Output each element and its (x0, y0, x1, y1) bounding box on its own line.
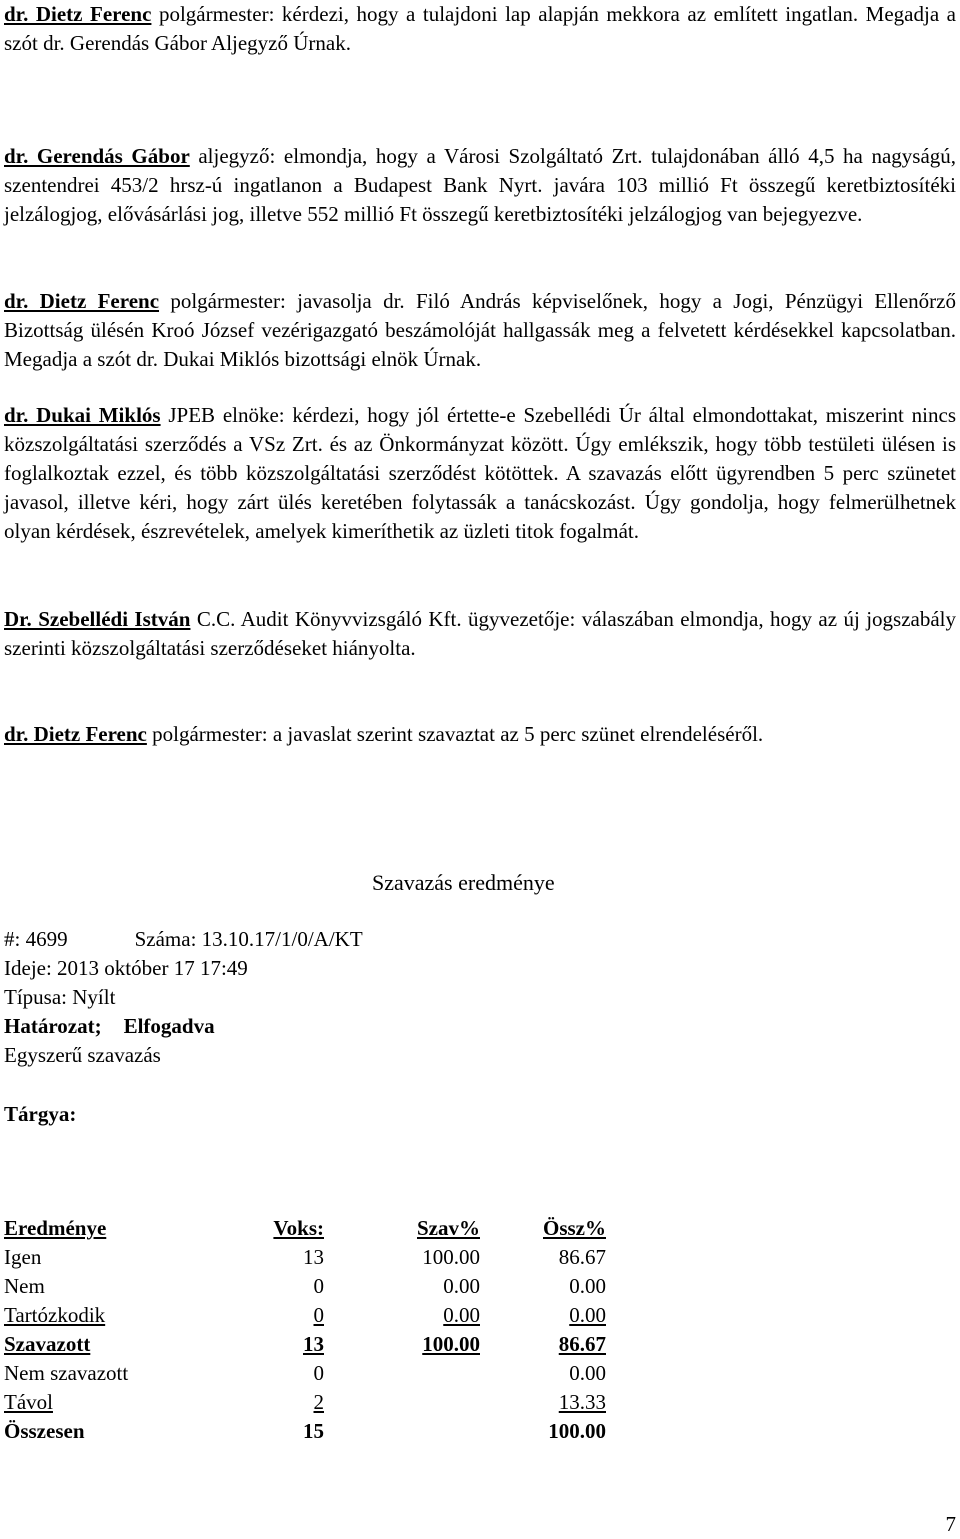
vote-results-table (4, 1214, 606, 1446)
header-votes: Voks: (273, 1216, 324, 1240)
vote-subject-label: Tárgya: (4, 1102, 77, 1126)
row-label: Igen (4, 1245, 42, 1269)
row-votes: 0 (313, 1303, 324, 1327)
row-vote-percent (324, 1388, 480, 1417)
vote-date: Ideje: 2013 október 17 17:49 (4, 956, 248, 980)
row-total-percent: 100.00 (548, 1419, 606, 1443)
paragraph-text: JPEB elnöke: kérdezi, hogy jól értette-e Szebellédi Úr által elmondottakat, miszerint nincs közszolgáltatási szerződés a VSz Zrt. és az Önkormányzat között. Úgy emlékszik, hogy több testületi ülésen is foglalkoztak ezzel, és több közszolgáltatási szerződést kötöttek. A szavazás előtt ügyrendben 5 perc szünetet javasol, illetve kéri, hogy zárt ülés keretében folytassák a tanácskozást. Úgy gondolja, hogy felmerülhetnek olyan kérdések, észrevételek, amelyek kimeríthetik az üzleti titok fogalmát. (4, 403, 956, 543)
row-total-percent: 86.67 (558, 1332, 606, 1356)
row-label: Nem szavazott (4, 1361, 129, 1385)
row-votes: 13 (303, 1245, 324, 1269)
table-row (4, 1243, 606, 1272)
row-vote-percent: 0.00 (443, 1303, 480, 1327)
row-vote-percent (324, 1417, 480, 1446)
row-label: Szavazott (4, 1332, 91, 1356)
header-total-percent: Össz% (543, 1216, 606, 1240)
row-votes: 0 (313, 1274, 324, 1298)
vote-mode: Egyszerű szavazás (4, 1043, 161, 1067)
row-label: Összesen (4, 1419, 85, 1443)
row-total-percent: 0.00 (569, 1303, 606, 1327)
table-row (4, 1330, 606, 1359)
header-result: Eredménye (4, 1216, 107, 1240)
header-vote-percent: Szav% (417, 1216, 480, 1240)
paragraph-text: polgármester: javasolja dr. Filó András képviselőnek, hogy a Jogi, Pénzügyi Ellenőrző Bizottság ülésén Kroó József vezérigazgató beszámolóját hallgassák meg a felvetett kérdésekkel kapcsolatban. Megadja a szót dr. Dukai Miklós bizottsági elnök Úrnak. (4, 289, 956, 371)
decision-label: Határozat; (4, 1014, 102, 1038)
table-header-row (4, 1214, 606, 1243)
paragraph-4 (4, 401, 956, 546)
paragraph-text: C.C. Audit Könyvvizsgáló Kft. ügyvezetője: válaszában elmondja, hogy az új jogszabály szerinti közszolgáltatási szerződéseket hiányolta. (4, 607, 956, 660)
row-label: Nem (4, 1274, 45, 1298)
row-total-percent: 0.00 (569, 1361, 606, 1385)
row-total-percent: 86.67 (558, 1245, 606, 1269)
paragraph-1 (4, 0, 956, 58)
speaker-name: dr. Dietz Ferenc (4, 289, 160, 313)
paragraph-5 (4, 605, 956, 663)
row-vote-percent: 100.00 (422, 1332, 480, 1356)
row-votes: 13 (303, 1332, 324, 1356)
vote-id-line (4, 925, 363, 954)
row-total-percent: 0.00 (569, 1274, 606, 1298)
vote-number: Száma: 13.10.17/1/0/A/KT (134, 927, 363, 951)
speaker-name: dr. Gerendás Gábor (4, 144, 190, 168)
row-votes: 2 (313, 1390, 324, 1414)
vote-id: #: 4699 (4, 927, 68, 951)
row-label: Távol (4, 1390, 53, 1414)
row-vote-percent (324, 1359, 480, 1388)
speaker-name: dr. Dietz Ferenc (4, 722, 147, 746)
vote-decision (4, 1012, 215, 1041)
speaker-name: dr. Dukai Miklós (4, 403, 161, 427)
page-number: 7 (945, 1512, 956, 1536)
row-label: Tartózkodik (4, 1303, 106, 1327)
paragraph-3 (4, 287, 956, 374)
paragraph-6 (4, 720, 956, 749)
paragraph-text: polgármester: a javaslat szerint szavaztat az 5 perc szünet elrendeléséről. (146, 722, 764, 746)
table-row (4, 1417, 606, 1446)
paragraph-text: aljegyző: elmondja, hogy a Városi Szolgáltató Zrt. tulajdonában álló 4,5 ha nagyságú, szentendrei 453/2 hrsz-ú ingatlanon a Budapest Bank Nyrt. javára 103 millió Ft összegű keretbiztosítéki jelzálogjog, elővásárlási jog, illetve 552 millió Ft összegű keretbiztosítéki jelzálogjog van bejegyezve. (4, 144, 957, 226)
table-row (4, 1388, 606, 1417)
paragraph-2 (4, 142, 956, 229)
speaker-name: dr. Dietz Ferenc (4, 2, 152, 26)
table-row (4, 1359, 606, 1388)
row-total-percent: 13.33 (558, 1390, 606, 1414)
table-row (4, 1301, 606, 1330)
row-vote-percent: 100.00 (422, 1245, 480, 1269)
decision-value: Elfogadva (123, 1014, 215, 1038)
speaker-name: Dr. Szebellédi István (4, 607, 191, 631)
vote-type: Típusa: Nyílt (4, 985, 116, 1009)
table-row (4, 1272, 606, 1301)
paragraph-text: polgármester: kérdezi, hogy a tulajdoni lap alapján mekkora az említett ingatlan. Megadja a szót dr. Gerendás Gábor Aljegyző Úrnak. (4, 2, 956, 55)
row-votes: 15 (303, 1419, 324, 1443)
row-votes: 0 (313, 1361, 324, 1385)
row-vote-percent: 0.00 (443, 1274, 480, 1298)
vote-heading: Szavazás eredménye (372, 870, 555, 895)
